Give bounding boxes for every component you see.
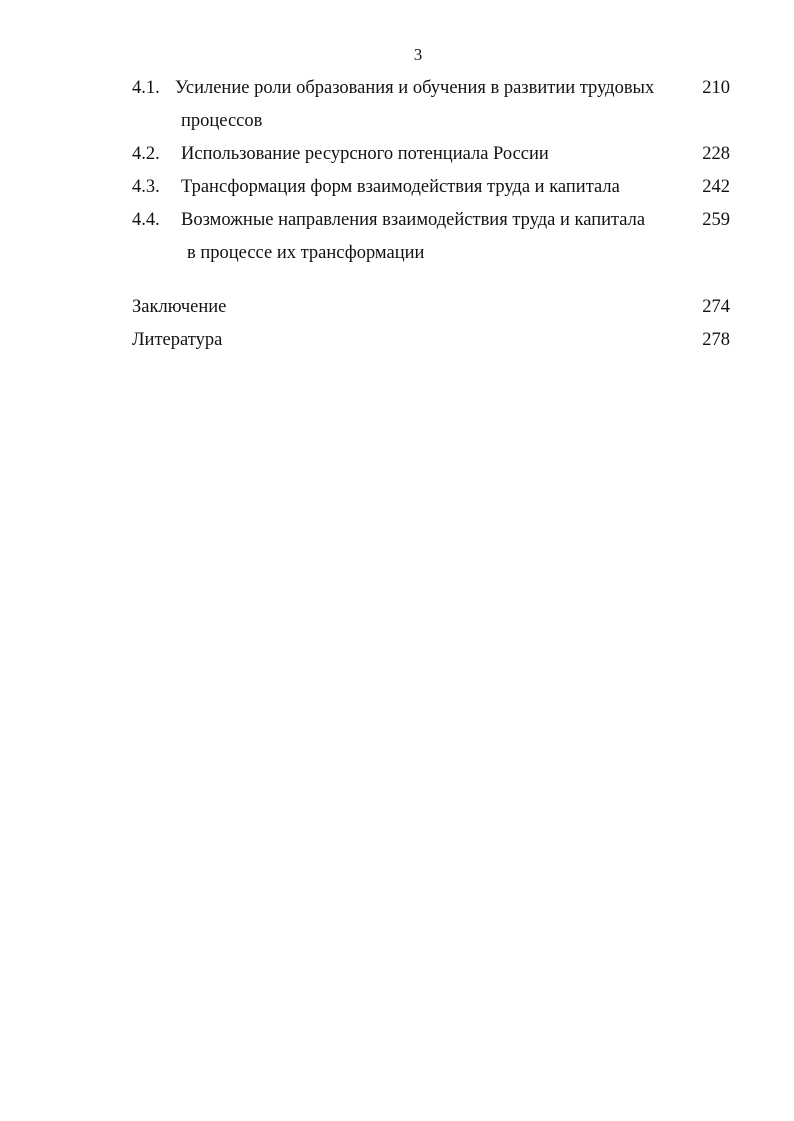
section-title-line2: процессов <box>181 111 263 131</box>
section-title <box>132 72 732 138</box>
toc-entry-4-4 <box>132 204 732 270</box>
section-page: 210 <box>702 78 730 98</box>
section-number: 4.4. <box>132 210 160 230</box>
toc-entry-4-1 <box>132 72 732 138</box>
section-title <box>132 171 732 204</box>
section-title-line1: Использование ресурсного потенциала России <box>181 144 549 164</box>
section-title-line2: в процессе их трансформации <box>187 243 425 263</box>
literature-title: Литература <box>132 330 223 350</box>
section-number: 4.1. <box>132 78 160 98</box>
table-of-contents <box>132 72 732 357</box>
section-page: 228 <box>702 144 730 164</box>
section-number: 4.2. <box>132 144 160 164</box>
section-title-line1: Усиление роли образования и обучения в развитии трудовых <box>175 78 655 98</box>
conclusion-page: 274 <box>702 297 730 317</box>
section-title-line1: Возможные направления взаимодействия труда и капитала <box>181 210 646 230</box>
section-title <box>132 204 732 270</box>
section-page: 242 <box>702 177 730 197</box>
section-page: 259 <box>702 210 730 230</box>
toc-entry-conclusion <box>132 291 732 324</box>
conclusion-title: Заключение <box>132 297 227 317</box>
toc-entry-4-3 <box>132 171 732 204</box>
page-number: 3 <box>413 45 423 64</box>
toc-entry-4-2 <box>132 138 732 171</box>
literature-page: 278 <box>702 330 730 350</box>
section-title-line1: Трансформация форм взаимодействия труда и капитала <box>181 177 620 197</box>
section-title <box>132 138 732 171</box>
spacer <box>132 270 732 291</box>
section-number: 4.3. <box>132 177 160 197</box>
toc-entry-literature <box>132 324 732 357</box>
